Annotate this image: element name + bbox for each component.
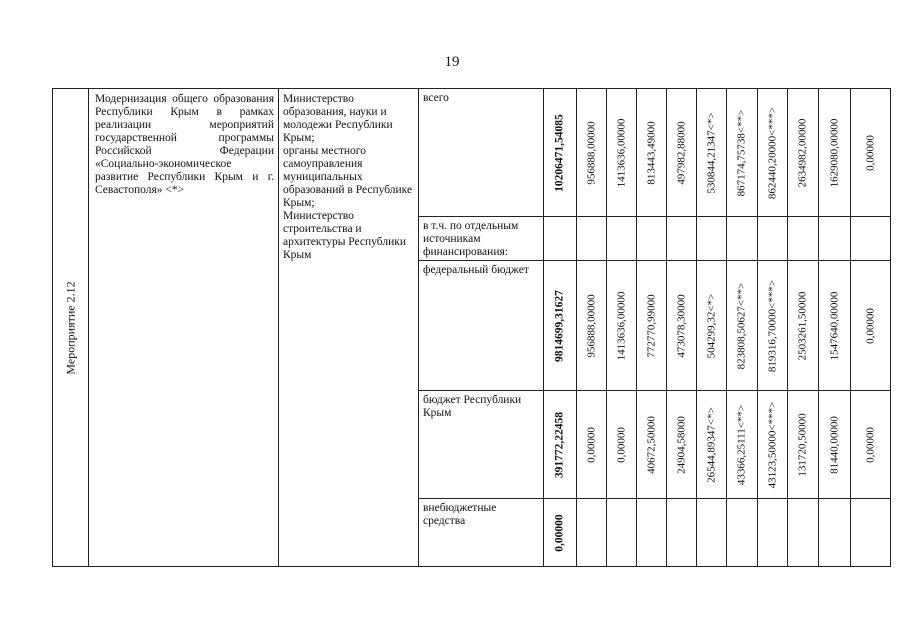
- value-cell: [577, 391, 607, 499]
- value: 0,00000: [615, 426, 627, 463]
- value-cell: [544, 499, 577, 567]
- value-total: 10206471,54085: [553, 113, 566, 192]
- value-cell: [727, 499, 758, 567]
- value-cell: [607, 261, 637, 391]
- source-label: в т.ч. по отдельным источникам финансирования:: [423, 220, 519, 258]
- value-cell: [697, 217, 727, 261]
- value-cell: [544, 261, 577, 391]
- value-cell: [607, 499, 637, 567]
- value: 956888,00000: [585, 120, 597, 185]
- value-total: 0,00000: [553, 513, 566, 552]
- value-cell: [788, 217, 819, 261]
- value-cell: [544, 89, 577, 217]
- measure-name: Модернизация общего образования Республики Крым в рамках реализации мероприятий государственной программы Российской Федерации «Социально-экономическое развитие Республики Крым и г. Севастополя» <*>: [95, 93, 274, 196]
- source-label-cell: [419, 261, 544, 391]
- value-cell: [697, 391, 727, 499]
- value-cell: [819, 89, 851, 217]
- source-label: федеральный бюджет: [423, 264, 529, 276]
- value-cell: [667, 89, 697, 217]
- value: 24904,58000: [675, 415, 687, 474]
- responsible-cell: [279, 89, 419, 567]
- value: 813443,49000: [645, 120, 657, 185]
- source-label: бюджет Республики Крым: [423, 394, 522, 419]
- value-cell: [607, 217, 637, 261]
- value-cell: [758, 89, 788, 217]
- value-cell: [637, 499, 667, 567]
- budget-table: [52, 88, 891, 567]
- value-total: 9814699,31627: [553, 289, 566, 362]
- value: 0,00000: [864, 134, 876, 171]
- value: 0,00000: [864, 307, 876, 344]
- value-cell: [788, 261, 819, 391]
- value: 0,00000: [864, 426, 876, 463]
- value: 1413636,00000: [615, 118, 627, 187]
- value-cell: [819, 499, 851, 567]
- value: 1413636,00000: [615, 291, 627, 360]
- source-label: всего: [423, 92, 449, 104]
- value-cell: [727, 217, 758, 261]
- value-cell: [544, 391, 577, 499]
- responsible-text: Министерство образования, науки и молодежи Республики Крым; органы местного самоуправления муниципальных образований в Республике Крым; Министерство строительства и архитектуры Республики Крым: [283, 93, 413, 261]
- value-cell: [577, 217, 607, 261]
- source-label: внебюджетные средства: [423, 502, 497, 527]
- value: 43123,50000<***>: [766, 401, 778, 488]
- value-cell: [758, 261, 788, 391]
- source-label-cell: [419, 391, 544, 499]
- value-cell: [697, 499, 727, 567]
- value-cell: [851, 499, 891, 567]
- value-cell: [577, 89, 607, 217]
- value-cell: [637, 261, 667, 391]
- value: 504299,32<*>: [705, 293, 717, 358]
- value: 1547640,00000: [828, 291, 840, 360]
- value-cell: [667, 217, 697, 261]
- value-cell: [727, 391, 758, 499]
- measure-id-cell: [53, 89, 89, 567]
- value-cell: [851, 89, 891, 217]
- value: 40672,50000: [645, 415, 657, 474]
- value-cell: [637, 217, 667, 261]
- value: 0,00000: [585, 426, 597, 463]
- value-cell: [758, 499, 788, 567]
- page-number: 19: [444, 54, 460, 70]
- value-cell: [851, 391, 891, 499]
- value-cell: [819, 217, 851, 261]
- value: 867174,75738<**>: [735, 109, 748, 196]
- value-cell: [851, 217, 891, 261]
- value-total: 391772,22458: [553, 411, 566, 478]
- value-cell: [667, 391, 697, 499]
- value-cell: [544, 217, 577, 261]
- value-cell: [851, 261, 891, 391]
- value-cell: [819, 391, 851, 499]
- value: 823808,50627<**>: [735, 282, 748, 369]
- value-cell: [697, 89, 727, 217]
- value-cell: [667, 261, 697, 391]
- value: 131720,50000: [796, 412, 809, 477]
- value-cell: [727, 89, 758, 217]
- measure-id: Мероприятие 2.12: [63, 280, 77, 375]
- value-cell: [819, 261, 851, 391]
- value: 1629080,00000: [828, 118, 840, 187]
- value-cell: [788, 499, 819, 567]
- value-cell: [758, 217, 788, 261]
- measure-name-cell: [89, 89, 279, 567]
- value-cell: [637, 89, 667, 217]
- source-label-cell: [419, 499, 544, 567]
- value: 819316,70000<***>: [766, 279, 778, 372]
- value: 956888,00000: [585, 293, 597, 358]
- value: 772770,99000: [645, 293, 657, 358]
- value-cell: [788, 89, 819, 217]
- value: 497982,88000: [675, 120, 687, 185]
- source-label-cell: [419, 217, 544, 261]
- value: 81440,00000: [828, 415, 840, 474]
- value-cell: [637, 391, 667, 499]
- value: 2634982,00000: [796, 118, 809, 187]
- value-cell: [667, 499, 697, 567]
- source-label-cell: [419, 89, 544, 217]
- value: 862440,20000<***>: [766, 106, 778, 199]
- value: 43366,25111<**>: [735, 404, 748, 485]
- value: 473078,30000: [675, 293, 687, 358]
- table-row-total: [53, 89, 891, 217]
- value: 26544,89347<*>: [705, 406, 717, 483]
- value-cell: [607, 391, 637, 499]
- value-cell: [727, 261, 758, 391]
- value-cell: [607, 89, 637, 217]
- value-cell: [697, 261, 727, 391]
- value-cell: [758, 391, 788, 499]
- value: 530844,21347<*>: [705, 111, 717, 194]
- value-cell: [577, 261, 607, 391]
- value: 2503261,50000: [796, 291, 809, 360]
- value-cell: [788, 391, 819, 499]
- value-cell: [577, 499, 607, 567]
